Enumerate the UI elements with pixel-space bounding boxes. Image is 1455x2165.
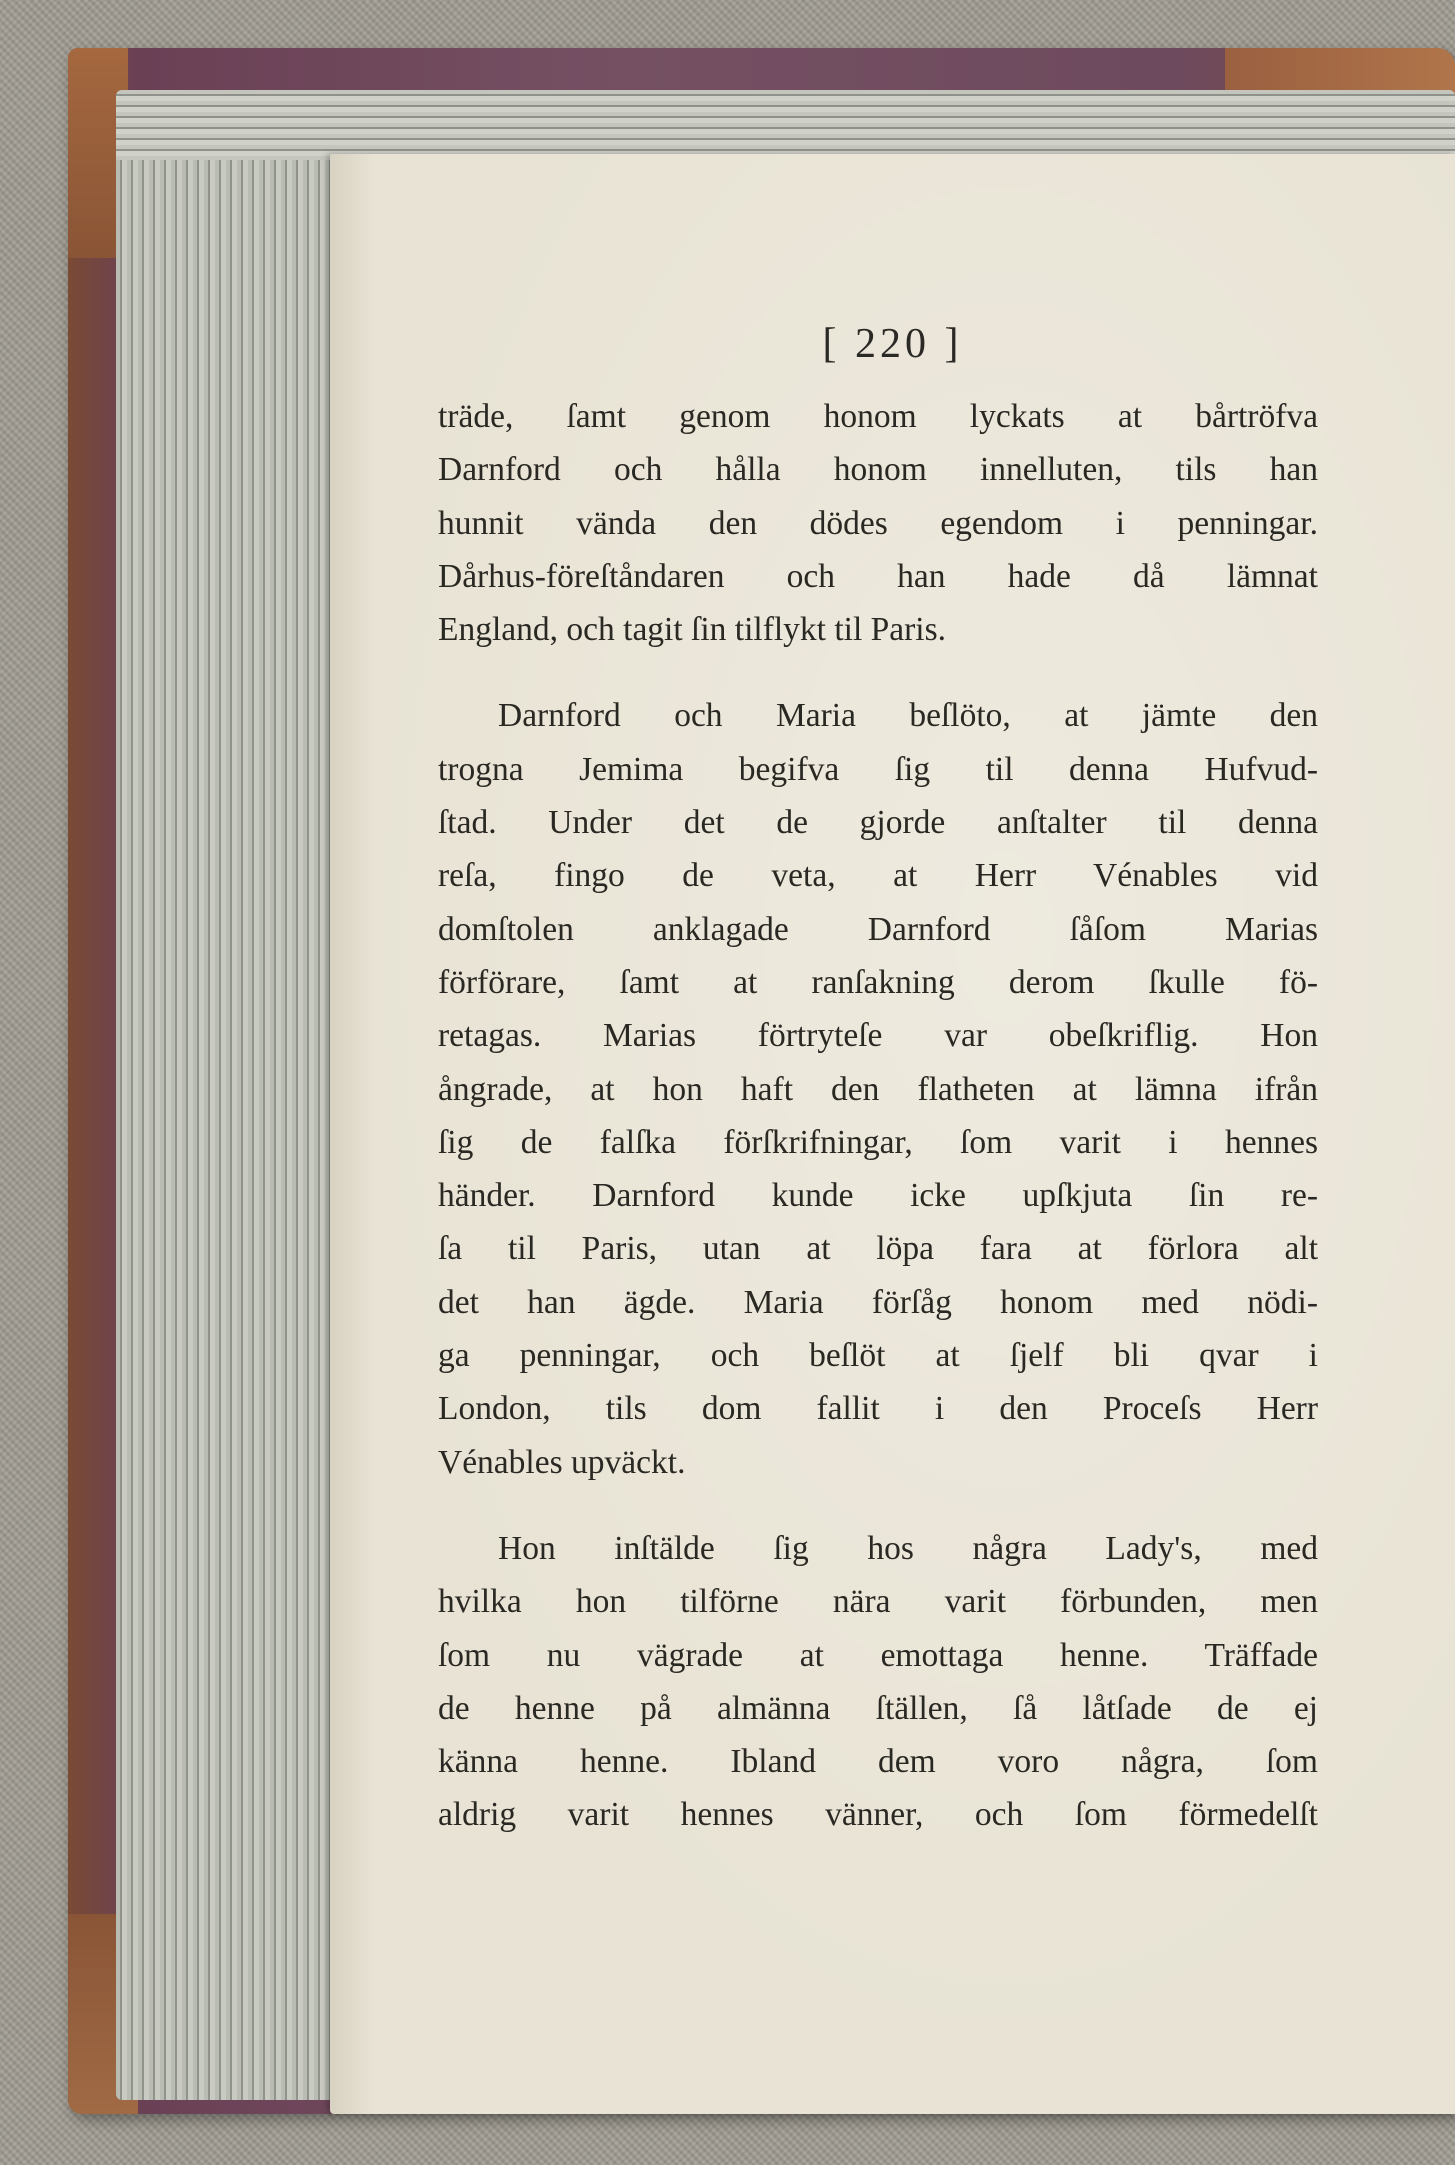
text-line: händer. Darnford kunde icke upſkjuta ſin re-: [438, 1177, 1318, 1215]
text-line: de henne på almänna ſtällen, ſå låtſade de ej: [438, 1689, 1318, 1727]
text-line: Darnford och Maria beſlöto, at jämte den: [498, 697, 1318, 735]
text-line: retagas. Marias förtryteſe var obeſkriflig. Hon: [438, 1017, 1318, 1055]
text-line: det han ägde. Maria förſåg honom med nödi-: [438, 1283, 1318, 1321]
text-line: ſig de falſka förſkrifningar, ſom varit i hennes: [438, 1123, 1318, 1161]
text-line: ſom nu vägrade at emottaga henne. Träffade: [438, 1636, 1318, 1674]
text-line: träde, ſamt genom honom lyckats at bårtröfva: [438, 398, 1318, 435]
page-number: [ 220 ]: [822, 321, 963, 367]
text-line: hvilka hon tilförne nära varit förbunden, men: [438, 1583, 1318, 1621]
text-line: ſtad. Under det de gjorde anſtalter til denna: [438, 804, 1318, 842]
text-line: domſtolen anklagade Darnford ſåſom Marias: [438, 910, 1318, 948]
text-line: ſa til Paris, utan at löpa fara at förlora alt: [438, 1230, 1318, 1268]
text-line: förförare, ſamt at ranſakning derom ſkulle fö-: [438, 963, 1318, 1001]
book: [68, 48, 1455, 2114]
text-line: känna henne. Ibland dem voro några, ſom: [438, 1743, 1318, 1781]
text-line: Vénables upväckt.: [438, 1443, 686, 1481]
text-line: aldrig varit hennes vänner, och ſom förmedelſt: [438, 1796, 1318, 1834]
book-page: [330, 154, 1455, 2114]
text-line: London, tils dom fallit i den Proceſs Herr: [438, 1390, 1318, 1428]
text-line: ga penningar, och beſlöt at ſjelf bli qvar i: [438, 1337, 1318, 1375]
text-line: Darnford och hålla honom innelluten, tils han: [438, 451, 1318, 489]
text-line: trogna Jemima begifva ſig til denna Hufvud-: [438, 750, 1318, 788]
text-line: Dårhus-föreſtåndaren och han hade då lämnat: [438, 557, 1318, 595]
text-line: England, och tagit ſin tilflykt til Paris.: [438, 611, 947, 649]
text-line: ångrade, at hon haft den flatheten at lämna ifrån: [438, 1070, 1318, 1108]
text-line: reſa, fingo de veta, at Herr Vénables vid: [438, 857, 1318, 895]
text-line: hunnit vända den dödes egendom i penningar.: [438, 504, 1318, 542]
page-edges-top: [116, 90, 1455, 160]
page-text: [438, 390, 1318, 1842]
text-line: Hon inſtälde ſig hos några Lady's, med: [498, 1529, 1318, 1567]
